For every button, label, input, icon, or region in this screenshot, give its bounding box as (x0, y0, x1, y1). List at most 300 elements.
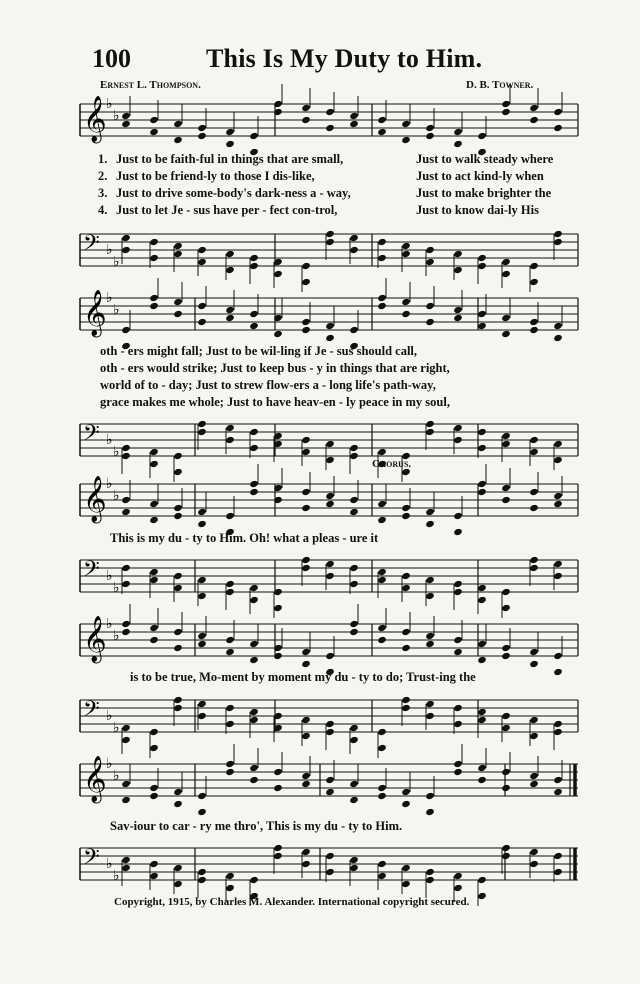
note-head (149, 116, 159, 124)
note-head (121, 112, 131, 120)
note-head (477, 708, 487, 716)
note-head (225, 250, 235, 258)
treble-staff (0, 92, 640, 152)
note-head (529, 732, 539, 740)
note-head (529, 780, 539, 788)
hymn-number: 100 (92, 44, 131, 73)
note-head (425, 700, 435, 708)
note-head (225, 768, 235, 776)
note-head (529, 564, 539, 572)
note-head (425, 246, 435, 254)
note-head (377, 860, 387, 868)
note-head (425, 632, 435, 640)
flat-icon: ♭ (106, 476, 113, 492)
note-head (173, 880, 183, 888)
note-head (197, 258, 207, 266)
note-head (453, 424, 463, 432)
note-head (377, 254, 387, 262)
note-head (249, 584, 259, 592)
note-head (477, 254, 487, 262)
note-head (553, 668, 563, 676)
chorus-lyric: This is my du - ty to Him. Oh! what a pleas - ure it (110, 531, 379, 545)
note-head (149, 500, 159, 508)
treble-staff (0, 752, 640, 812)
note-head (477, 764, 487, 772)
note-head (349, 780, 359, 788)
note-head (425, 302, 435, 310)
note-head (401, 136, 411, 144)
note-head (273, 844, 283, 852)
note-head (325, 238, 335, 246)
note-head (173, 644, 183, 652)
note-head (377, 516, 387, 524)
flat-icon: ♭ (106, 290, 113, 306)
note-head (401, 788, 411, 796)
note-head (149, 448, 159, 456)
chorus-lyric: Sav-iour to car - ry me thro', This is my du - ty to Him. (110, 819, 403, 833)
note-head (325, 124, 335, 132)
treble-staff (0, 286, 640, 346)
note-head (553, 788, 563, 796)
note-head (529, 556, 539, 564)
note-head (477, 776, 487, 784)
note-head (377, 872, 387, 880)
treble-clef-icon: 𝄞 (83, 476, 107, 522)
note-head (401, 504, 411, 512)
note-head (453, 436, 463, 444)
bass-staff (0, 222, 640, 282)
flat-icon: ♭ (106, 708, 113, 724)
note-head (249, 480, 259, 488)
note-head (377, 728, 387, 736)
note-head (349, 856, 359, 864)
note-head (453, 306, 463, 314)
note-head (425, 592, 435, 600)
note-head (529, 262, 539, 270)
note-head (453, 636, 463, 644)
flat-icon: ♭ (106, 242, 113, 258)
note-head (477, 488, 487, 496)
note-head (325, 500, 335, 508)
note-head (149, 516, 159, 524)
note-head (553, 492, 563, 500)
note-head (301, 780, 311, 788)
note-head (553, 572, 563, 580)
note-head (349, 736, 359, 744)
note-head (401, 644, 411, 652)
note-head (425, 258, 435, 266)
note-head (553, 868, 563, 876)
note-head (225, 140, 235, 148)
note-head (197, 712, 207, 720)
bass-staff (0, 548, 640, 608)
note-head (121, 452, 131, 460)
note-head (225, 512, 235, 520)
hymn-title: This Is My Duty to Him. (206, 44, 483, 73)
note-head (173, 512, 183, 520)
note-head (553, 720, 563, 728)
note-head (249, 776, 259, 784)
note-head (301, 772, 311, 780)
note-head (553, 238, 563, 246)
note-head (249, 132, 259, 140)
note-head (301, 848, 311, 856)
note-head (149, 860, 159, 868)
note-head (477, 640, 487, 648)
treble-clef-icon: 𝄞 (83, 756, 107, 802)
verse-line (98, 203, 539, 218)
note-head (225, 704, 235, 712)
note-head (273, 604, 283, 612)
note-head (173, 242, 183, 250)
note-head (553, 776, 563, 784)
note-head (173, 704, 183, 712)
flat-icon: ♭ (113, 768, 120, 784)
note-head (349, 508, 359, 516)
note-head (349, 580, 359, 588)
note-head (425, 712, 435, 720)
note-head (349, 564, 359, 572)
note-head (377, 448, 387, 456)
note-head (529, 448, 539, 456)
note-head (425, 420, 435, 428)
note-head (273, 270, 283, 278)
flat-icon: ♭ (106, 568, 113, 584)
verse-lyric: Just to be faith-ful in things that are small, (116, 152, 344, 166)
note-head (553, 560, 563, 568)
composer-credit: D. B. Towner. (466, 79, 534, 91)
note-head (121, 444, 131, 452)
note-head (121, 724, 131, 732)
flat-icon: ♭ (106, 856, 113, 872)
verse-lyric: oth - ers might fall; Just to be wil-ling if Je - sus should call, (100, 344, 418, 358)
treble-clef-icon: 𝄞 (83, 616, 107, 662)
bass-clef-icon: 𝄢 (83, 231, 100, 261)
verse-lyric: Just to let Je - sus have per - fect con-trol, (116, 203, 338, 217)
note-head (149, 302, 159, 310)
note-head (249, 596, 259, 604)
flat-icon: ♭ (113, 108, 120, 124)
note-head (401, 512, 411, 520)
note-head (425, 808, 435, 816)
note-head (173, 800, 183, 808)
note-head (325, 322, 335, 330)
note-head (553, 652, 563, 660)
verse-number: 4. (98, 203, 108, 217)
note-head (225, 306, 235, 314)
note-head (425, 428, 435, 436)
note-head (453, 314, 463, 322)
note-head (477, 876, 487, 884)
note-head (121, 234, 131, 242)
note-head (529, 318, 539, 326)
note-head (425, 640, 435, 648)
note-head (453, 512, 463, 520)
note-head (121, 326, 131, 334)
note-head (377, 116, 387, 124)
verse-line (98, 169, 544, 184)
flat-icon: ♭ (113, 488, 120, 504)
note-head (501, 588, 511, 596)
flat-icon: ♭ (113, 580, 120, 596)
note-head (377, 636, 387, 644)
note-head (149, 254, 159, 262)
note-head (149, 744, 159, 752)
note-head (121, 564, 131, 572)
flat-icon: ♭ (113, 720, 120, 736)
note-head (249, 262, 259, 270)
note-head (425, 132, 435, 140)
note-head (501, 644, 511, 652)
note-head (121, 780, 131, 788)
note-head (453, 704, 463, 712)
note-head (529, 436, 539, 444)
note-head (529, 504, 539, 512)
note-head (197, 246, 207, 254)
note-head (349, 724, 359, 732)
flat-icon: ♭ (113, 254, 120, 270)
note-head (197, 700, 207, 708)
note-head (225, 588, 235, 596)
note-head (301, 448, 311, 456)
note-head (301, 116, 311, 124)
note-head (501, 314, 511, 322)
note-head (225, 314, 235, 322)
flat-icon: ♭ (106, 616, 113, 632)
note-head (377, 128, 387, 136)
note-head (173, 572, 183, 580)
verse-lyric: Just to walk steady where (416, 152, 554, 166)
note-head (197, 876, 207, 884)
bass-staff (0, 688, 640, 748)
note-head (121, 796, 131, 804)
note-head (149, 576, 159, 584)
note-head (197, 808, 207, 816)
note-head (377, 302, 387, 310)
note-head (197, 508, 207, 516)
note-head (349, 326, 359, 334)
note-head (553, 334, 563, 342)
note-head (349, 120, 359, 128)
note-head (173, 584, 183, 592)
note-head (453, 768, 463, 776)
note-head (173, 452, 183, 460)
flat-icon: ♭ (106, 756, 113, 772)
note-head (529, 860, 539, 868)
note-head (477, 596, 487, 604)
note-head (249, 716, 259, 724)
note-head (197, 792, 207, 800)
note-head (149, 792, 159, 800)
note-head (425, 876, 435, 884)
note-head (121, 246, 131, 254)
note-head (225, 436, 235, 444)
note-head (401, 696, 411, 704)
note-head (501, 496, 511, 504)
note-head (325, 230, 335, 238)
note-head (453, 128, 463, 136)
note-head (401, 120, 411, 128)
verse-number: 1. (98, 152, 108, 166)
note-head (477, 444, 487, 452)
note-head (553, 230, 563, 238)
note-head (553, 108, 563, 116)
verse-lyric: oth - ers would strike; Just to keep bus - y in things that are right, (100, 361, 450, 375)
note-head (197, 868, 207, 876)
note-head (377, 238, 387, 246)
note-head (173, 628, 183, 636)
note-head (529, 660, 539, 668)
note-head (553, 852, 563, 860)
note-head (197, 640, 207, 648)
note-head (301, 660, 311, 668)
flat-icon: ♭ (106, 432, 113, 448)
note-head (225, 884, 235, 892)
note-head (273, 330, 283, 338)
note-head (121, 508, 131, 516)
note-head (477, 262, 487, 270)
note-head (477, 428, 487, 436)
note-head (425, 868, 435, 876)
note-head (149, 294, 159, 302)
note-head (121, 620, 131, 628)
note-head (349, 234, 359, 242)
note-head (149, 460, 159, 468)
note-head (401, 584, 411, 592)
note-head (249, 708, 259, 716)
note-head (225, 636, 235, 644)
note-head (501, 484, 511, 492)
note-head (121, 580, 131, 588)
note-head (477, 310, 487, 318)
note-head (149, 784, 159, 792)
note-head (197, 302, 207, 310)
note-head (501, 604, 511, 612)
note-head (453, 580, 463, 588)
note-head (121, 736, 131, 744)
note-head (501, 852, 511, 860)
note-head (249, 322, 259, 330)
note-head (501, 652, 511, 660)
verse-lyric: Just to make brighter the (416, 186, 552, 200)
note-head (249, 876, 259, 884)
note-head (529, 648, 539, 656)
note-head (501, 784, 511, 792)
note-head (325, 776, 335, 784)
note-head (173, 310, 183, 318)
note-head (197, 318, 207, 326)
note-head (225, 128, 235, 136)
note-head (477, 892, 487, 900)
note-head (529, 104, 539, 112)
note-head (249, 656, 259, 664)
verse-lyric: Just to know dai-ly His (416, 203, 539, 217)
note-head (401, 864, 411, 872)
note-head (301, 860, 311, 868)
note-head (149, 636, 159, 644)
note-head (529, 848, 539, 856)
bass-clef-icon: 𝄢 (83, 697, 100, 727)
note-head (425, 124, 435, 132)
note-head (453, 648, 463, 656)
note-head (301, 436, 311, 444)
note-head (425, 576, 435, 584)
bass-staff (0, 412, 640, 472)
note-head (121, 496, 131, 504)
note-head (453, 884, 463, 892)
note-head (325, 728, 335, 736)
note-head (501, 258, 511, 266)
note-head (173, 298, 183, 306)
note-head (501, 432, 511, 440)
treble-staff (0, 472, 640, 532)
note-head (377, 568, 387, 576)
note-head (197, 576, 207, 584)
note-head (501, 724, 511, 732)
note-head (301, 278, 311, 286)
bass-clef-icon: 𝄢 (83, 421, 100, 451)
note-head (553, 124, 563, 132)
note-head (225, 720, 235, 728)
note-head (197, 428, 207, 436)
note-head (173, 696, 183, 704)
note-head (173, 250, 183, 258)
note-head (325, 456, 335, 464)
note-head (325, 868, 335, 876)
note-head (301, 556, 311, 564)
note-head (173, 120, 183, 128)
note-head (529, 716, 539, 724)
note-head (301, 262, 311, 270)
note-head (301, 326, 311, 334)
note-head (121, 628, 131, 636)
note-head (121, 864, 131, 872)
note-head (529, 326, 539, 334)
note-head (401, 298, 411, 306)
note-head (349, 452, 359, 460)
verse-lyric: Just to be friend-ly to those I dis-like, (116, 169, 315, 183)
note-head (501, 768, 511, 776)
note-head (273, 852, 283, 860)
note-head (197, 132, 207, 140)
note-head (325, 652, 335, 660)
treble-clef-icon: 𝄞 (83, 290, 107, 336)
note-head (453, 872, 463, 880)
note-head (301, 648, 311, 656)
note-head (453, 266, 463, 274)
note-head (477, 584, 487, 592)
note-head (325, 334, 335, 342)
note-head (377, 576, 387, 584)
note-head (501, 108, 511, 116)
verse-line (98, 186, 551, 201)
lyricist-credit: Ernest L. Thompson. (100, 79, 201, 91)
note-head (349, 246, 359, 254)
note-head (401, 704, 411, 712)
note-head (197, 632, 207, 640)
note-head (121, 856, 131, 864)
note-head (377, 624, 387, 632)
verse-lyric: world of to - day; Just to strew flow-ers a - long life's path-way, (100, 378, 436, 392)
note-head (225, 580, 235, 588)
note-head (553, 322, 563, 330)
note-head (401, 250, 411, 258)
copyright-notice: Copyright, 1915, by Charles M. Alexander. International copyright secured. (114, 896, 470, 908)
note-head (149, 238, 159, 246)
note-head (529, 278, 539, 286)
note-head (501, 100, 511, 108)
note-head (553, 440, 563, 448)
